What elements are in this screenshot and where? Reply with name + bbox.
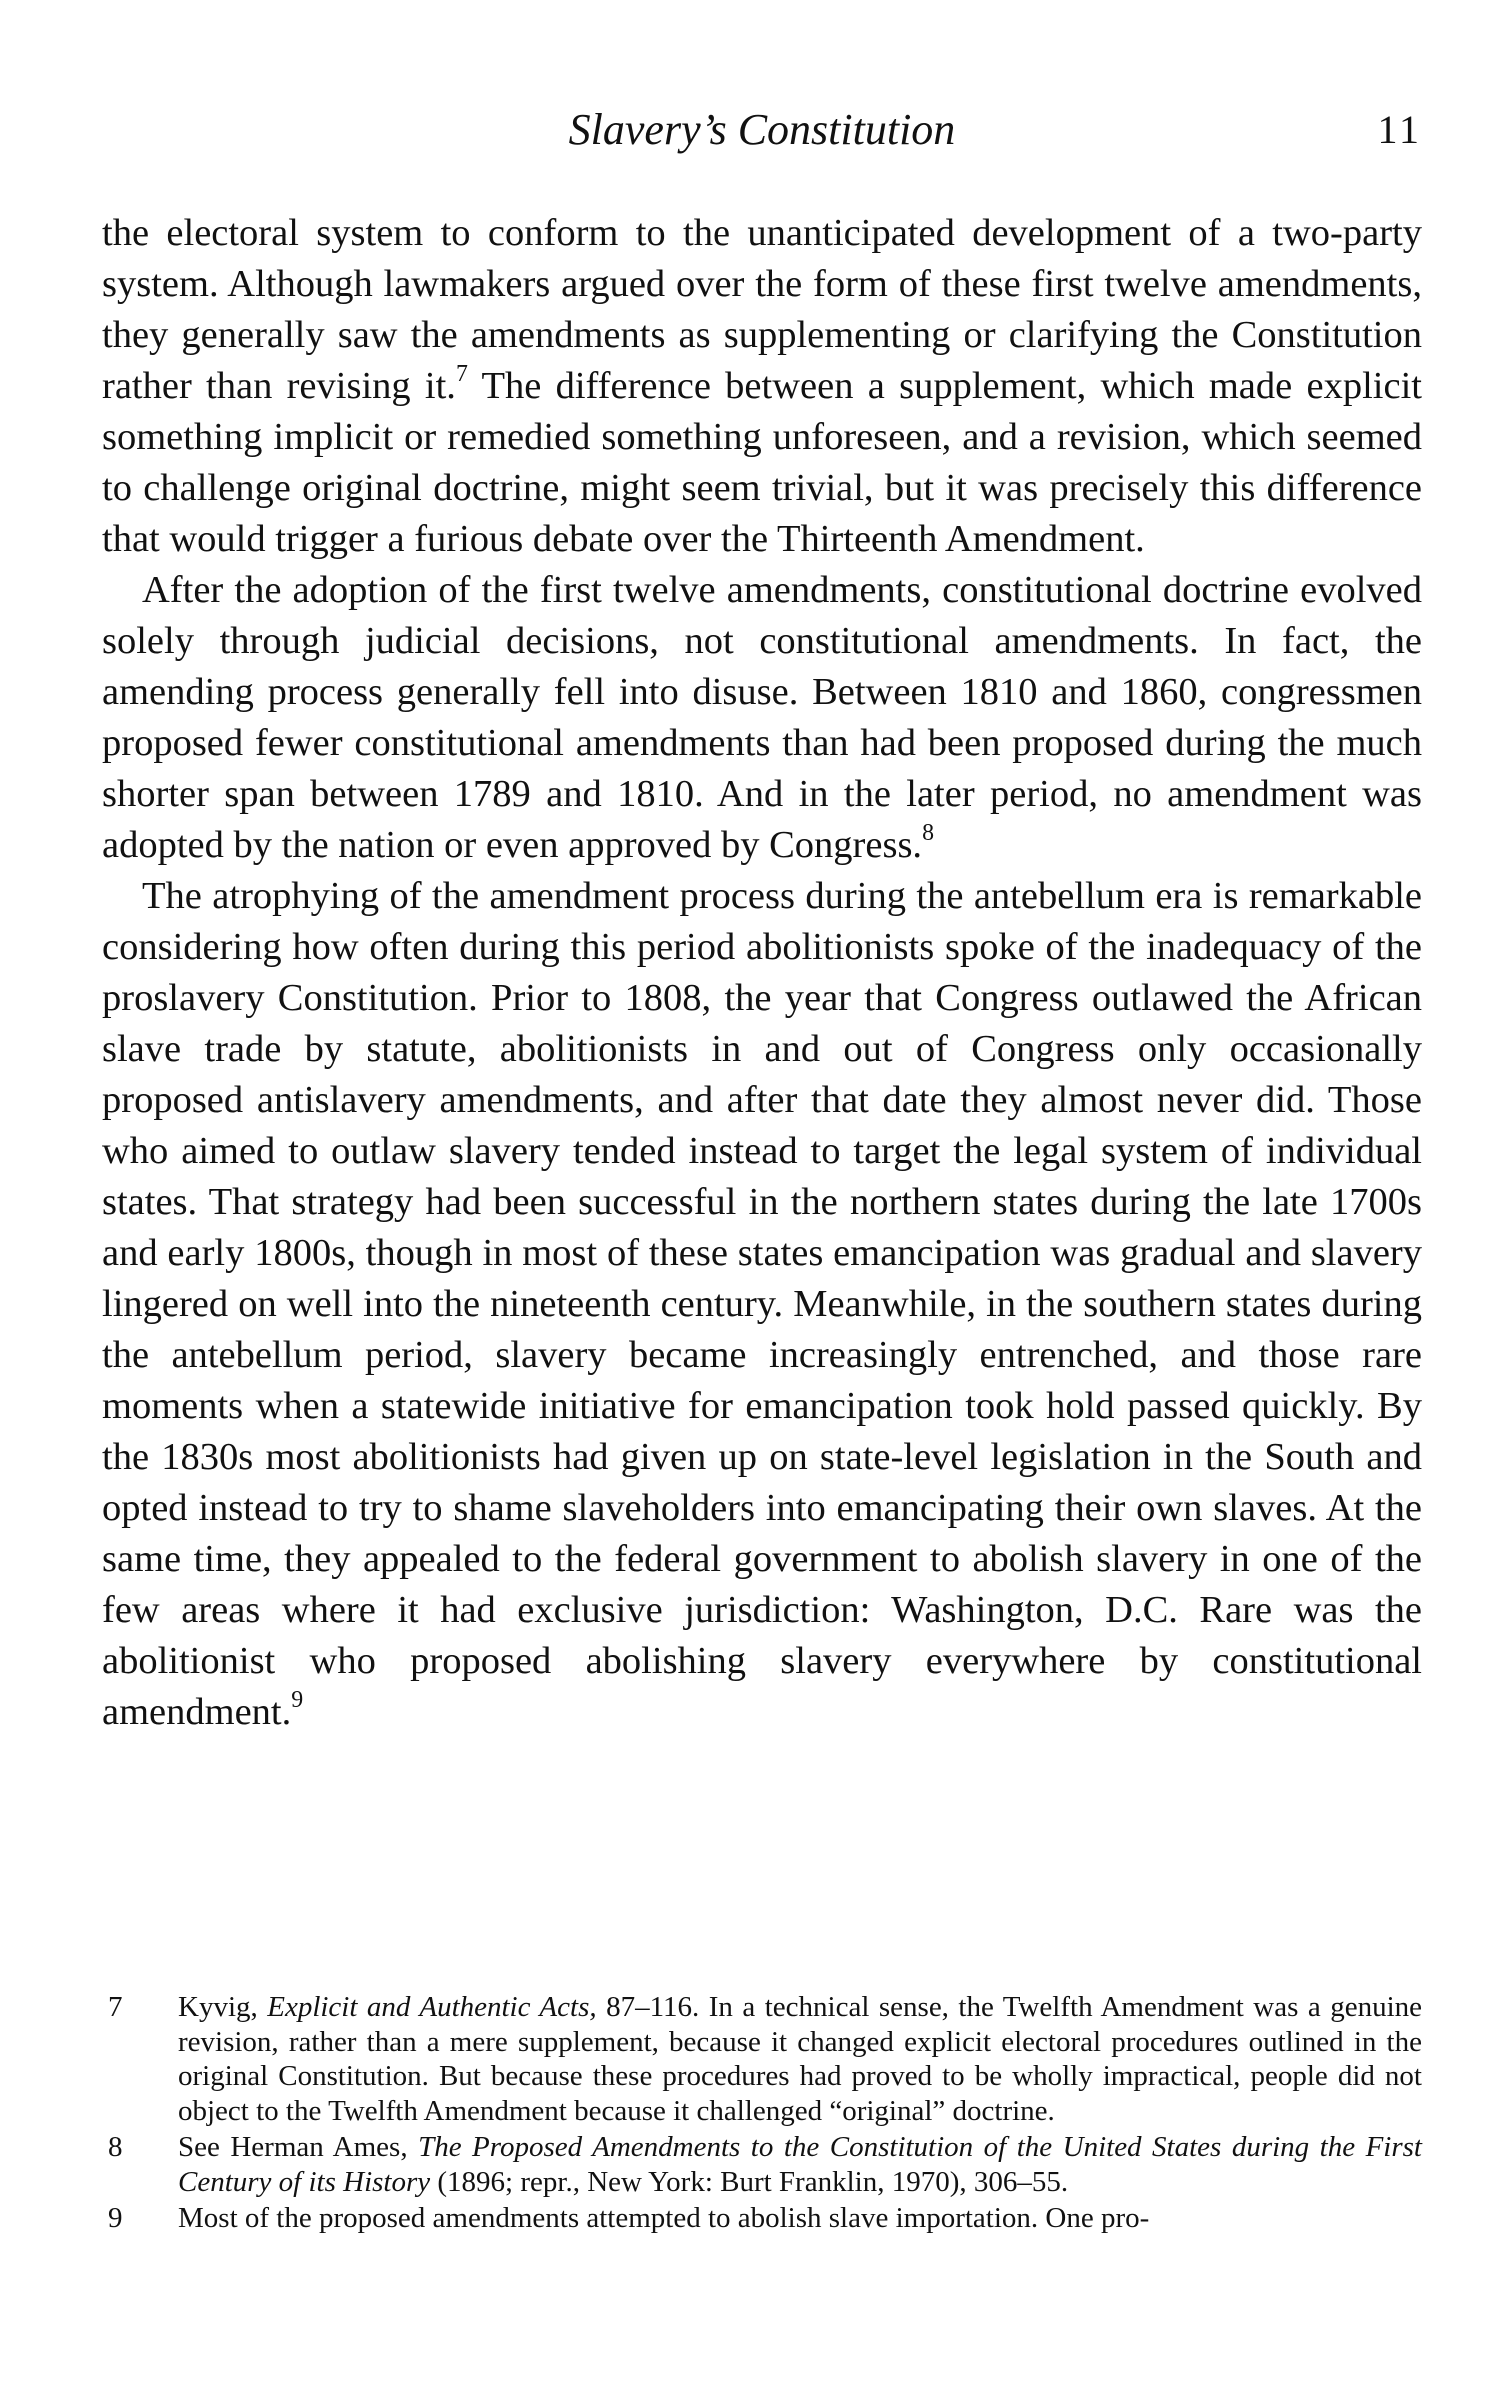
footnote-ref: 7: [455, 360, 468, 387]
footnote-text: [178, 2131, 1422, 2198]
page-number: 11: [1377, 107, 1422, 152]
footnotes: [102, 1990, 1422, 2238]
footnote: [102, 2130, 1422, 2199]
paragraph-text: the electoral system to conform to the unanticipated development of a two-party system. Although lawmakers argued over the form of these first twelve amendments, they generally saw the amendments as supplementing or clarifying the Constitution rather than revising it.: [102, 212, 1422, 407]
paragraph: [102, 565, 1422, 871]
footnote-text-run: 87–116. In a technical sense, the Twelfth Amendment was a genuine revision, rather than a mere supplement, because it changed explicit electoral procedures outlined in the original Constitution. But because these procedures had proved to be wholly impractical, people did not object to the Twelfth Amendment because it challenged “original” doctrine.: [178, 1991, 1423, 2127]
footnote: [102, 2201, 1422, 2236]
footnote: [102, 1990, 1422, 2128]
footnote-ref: 8: [922, 819, 934, 846]
paragraph: [102, 208, 1422, 565]
footnote-text-run: Kyvig,: [178, 1991, 268, 2023]
footnote-text-run: Most of the proposed amendments attempted to abolish slave importation. One pro-: [178, 2202, 1150, 2234]
footnote-number: 8: [108, 2131, 123, 2163]
footnote-text-run: (1896; repr., New York: Burt Franklin, 1970), 306–55.: [430, 2165, 1069, 2198]
paragraph: [102, 871, 1422, 1738]
running-head: [102, 100, 1422, 160]
paragraph-text: After the adoption of the first twelve amendments, constitutional doctrine evolved solely through judicial decisions, not constitutional amendments. In fact, the amending process generally fell into disuse. Between 1810 and 1860, congressmen proposed fewer constitutional amendments than had been proposed during the much shorter span between 1789 and 1810. And in the later period, no amendment was adopted by the nation or even approved by Congress.: [102, 569, 1422, 866]
footnote-number: 9: [108, 2202, 123, 2234]
paragraph-text: The atrophying of the amendment process during the antebellum era is remarkable considering how often during this period abolitionists spoke of the inadequacy of the proslavery Constitution. Prior to 1808, the year that Congress outlawed the African slave trade by statute, abolitionists in and out of Congress only occasionally proposed antislavery amendments, and after that date they almost never did. Those who aimed to outlaw slavery tended instead to target the legal system of individual states. That strategy had been successful in the northern states during the late 1700s and early 1800s, though in most of these states emancipation was gradual and slavery lingered on well into the nineteenth century. Meanwhile, in the southern states during the antebellum period, slavery became increasingly entrenched, and those rare moments when a statewide initiative for emancipation took hold passed quickly. By the 1830s most abolitionists had given up on state-level legislation in the South and opted instead to try to shame slaveholders into emancipating their own slaves. At the same time, they appealed to the federal government to abolish slavery in one of the few areas where it had exclusive jurisdiction: Washington, D.C. Rare was the abolitionist who proposed abolishing slavery everywhere by constitutional amendment.: [102, 875, 1422, 1733]
paragraph-text: The difference between a supplement, which made explicit something implicit or remedied something unforeseen, and a revision, which seemed to challenge original doctrine, might seem trivial, but it was precisely this difference that would trigger a furious debate over the Thirteenth Amendment.: [102, 365, 1422, 560]
running-title: Slavery’s Constitution: [568, 105, 956, 154]
body-text: [102, 208, 1422, 1738]
footnote-citation-title: The Proposed Amendments to the Constitution of the United States during the First Century of its History: [178, 2131, 1422, 2198]
footnote-citation-title: Explicit and Authentic Acts,: [267, 1991, 597, 2023]
footnote-ref: 9: [291, 1686, 304, 1713]
footnote-text: [178, 1991, 1422, 2127]
footnote-text-run: See Herman Ames,: [178, 2131, 419, 2163]
footnote-text: [178, 2202, 1149, 2234]
footnote-number: 7: [108, 1991, 123, 2023]
